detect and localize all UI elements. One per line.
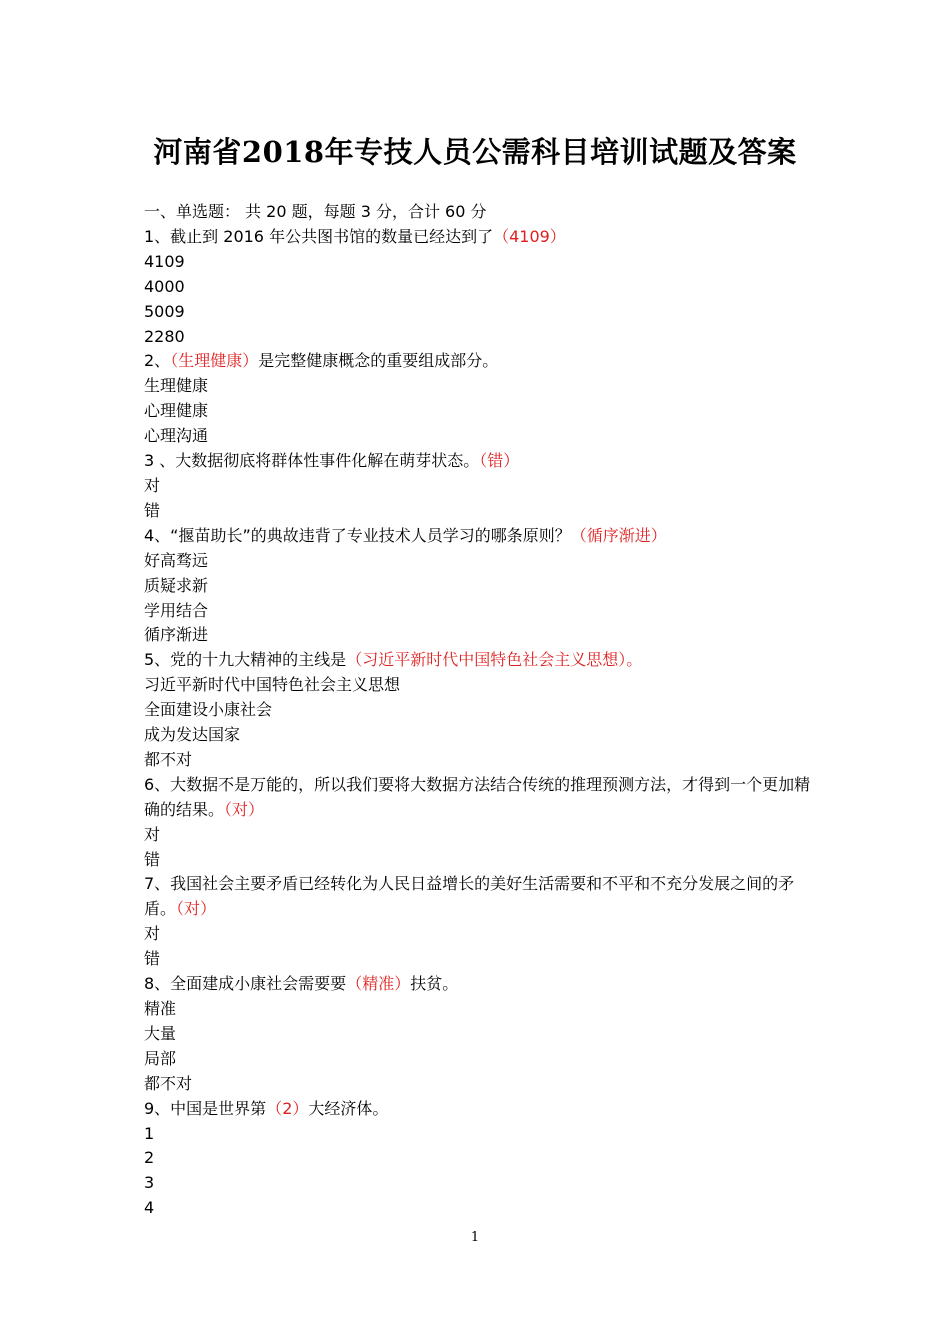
option: 1: [144, 1123, 155, 1143]
question-stem: [144, 773, 814, 823]
option: 4109: [144, 251, 185, 271]
option: 5009: [144, 301, 185, 321]
question: [144, 1097, 814, 1222]
question-text: 4、“揠苗助长”的典故违背了专业技术人员学习的哪条原则？: [144, 525, 571, 545]
question-text: 8、全面建成小康社会需要要: [144, 974, 347, 994]
question-answer: （精准）: [346, 974, 411, 994]
question-answer: （习近平新时代中国特色社会主义思想）。: [346, 650, 643, 670]
question-text-after: 大经济体。: [308, 1098, 389, 1118]
option: 学用结合: [144, 600, 209, 620]
question-stem: [144, 449, 814, 474]
question-answer: （错）: [479, 451, 520, 471]
question-stem: [144, 1097, 814, 1122]
question-text-after: 扶贫。: [410, 974, 459, 994]
question: [144, 449, 814, 524]
question: [144, 524, 814, 649]
question-text: 6、大数据不是万能的，所以我们要将大数据方法结合传统的推理预测方法，才得到一个更加精确的结果。: [144, 774, 811, 819]
question-stem: [144, 349, 814, 374]
option: 精准: [144, 999, 177, 1018]
question-answer: （生理健康）: [170, 351, 259, 371]
question-text-after: 是完整健康概念的重要组成部分。: [258, 351, 499, 371]
option: 错: [144, 849, 161, 869]
option: 对: [144, 824, 161, 844]
question: [144, 972, 814, 1097]
option: 全面建设小康社会: [144, 700, 273, 720]
question-answer: （4109）: [493, 226, 566, 246]
option: 心理健康: [144, 401, 209, 421]
option: 3: [144, 1173, 155, 1193]
question-answer: （对）: [224, 799, 265, 819]
question-stem: [144, 225, 814, 250]
option: 4000: [144, 276, 185, 296]
option: 对: [144, 475, 161, 495]
option: 质疑求新: [144, 575, 209, 595]
section-header: 一、单选题： 共 20 题，每题 3 分，合计 60 分: [144, 202, 487, 221]
question-stem: [144, 648, 814, 673]
question-answer: （2）: [266, 1098, 309, 1118]
option: 错: [144, 949, 161, 969]
question: [144, 225, 814, 350]
question-text: 9、中国是世界第: [144, 1098, 267, 1118]
option: 局部: [144, 1048, 177, 1068]
option: 2: [144, 1148, 155, 1168]
question-stem: [144, 872, 814, 922]
option: 生理健康: [144, 376, 209, 396]
option: 对: [144, 924, 161, 944]
option: 习近平新时代中国特色社会主义思想: [144, 675, 401, 695]
question: [144, 648, 814, 773]
question: [144, 872, 814, 972]
option: 成为发达国家: [144, 725, 241, 745]
option: 都不对: [144, 1073, 193, 1093]
option: 都不对: [144, 749, 193, 769]
question: [144, 773, 814, 873]
option: 大量: [144, 1023, 177, 1043]
question-stem: [144, 972, 814, 997]
option: 错: [144, 500, 161, 520]
page-number: 1: [470, 1230, 480, 1245]
question: [144, 349, 814, 449]
option: 心理沟通: [144, 426, 209, 446]
option: 2280: [144, 326, 185, 346]
option: 循序渐进: [144, 625, 209, 645]
document-body: [144, 200, 814, 1221]
question-text: 1、截止到 2016 年公共图书馆的数量已经达到了: [144, 226, 494, 246]
question-text: 3 、大数据彻底将群体性事件化解在萌芽状态。: [144, 451, 480, 471]
option: 好高骛远: [144, 550, 209, 570]
question-text: 2、: [144, 351, 171, 371]
question-stem: [144, 524, 814, 549]
question-answer: （循序渐进）: [570, 525, 667, 545]
question-answer: （对）: [176, 899, 217, 919]
question-text: 7、我国社会主要矛盾已经转化为人民日益增长的美好生活需要和不平和不充分发展之间的矛盾。: [144, 874, 795, 919]
option: 4: [144, 1198, 155, 1218]
question-text: 5、党的十九大精神的主线是: [144, 650, 347, 670]
document-title: 河南省2018年专技人员公需科目培训试题及答案: [153, 135, 797, 169]
